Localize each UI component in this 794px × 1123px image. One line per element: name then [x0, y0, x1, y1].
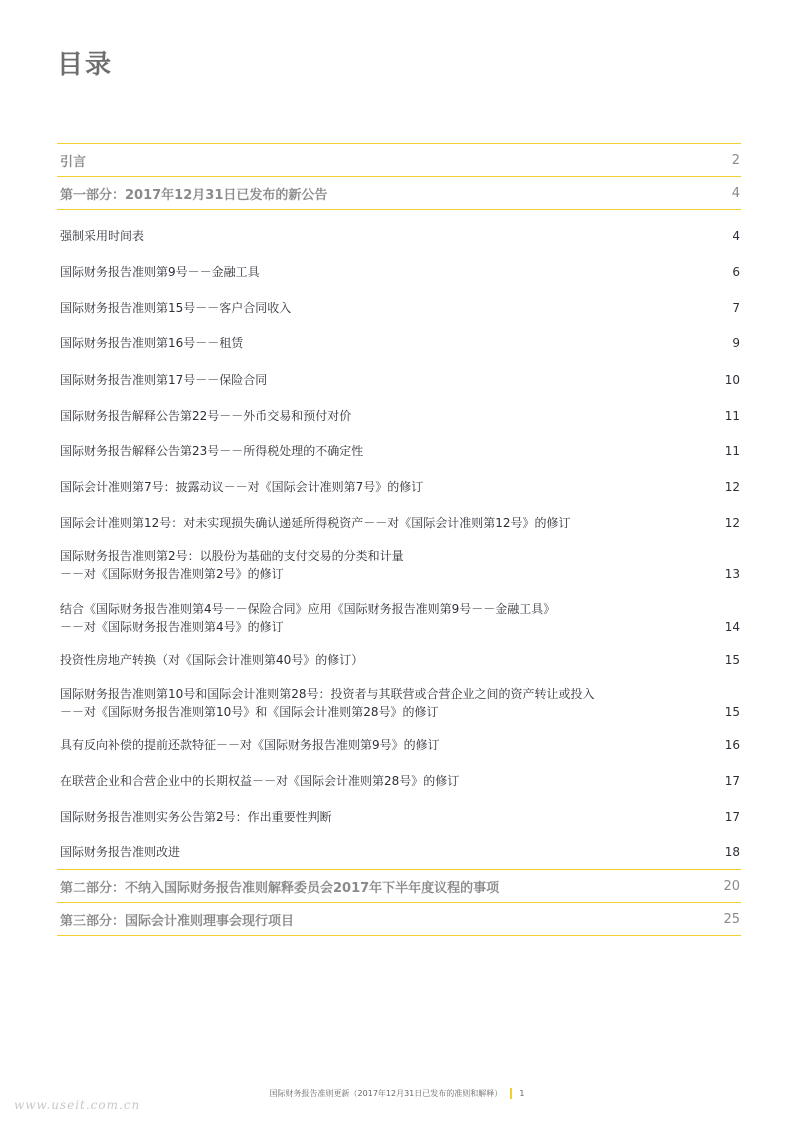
- toc-entry-part1[interactable]: [57, 177, 741, 209]
- toc-entry-title: 国际财务报告准则第9号－－金融工具: [60, 265, 260, 279]
- divider: [57, 935, 741, 936]
- toc-entry-title-line2: －－对《国际财务报告准则第2号》的修订: [60, 567, 284, 581]
- toc-entry-title: 引言: [60, 154, 87, 170]
- toc-entry-title: [60, 685, 595, 721]
- toc-entry-page: 17: [724, 810, 740, 824]
- toc-entry[interactable]: [57, 532, 741, 583]
- toc-entry-title: 国际财务报告准则实务公告第2号：作出重要性判断: [60, 810, 332, 824]
- toc-entry-page: 16: [724, 738, 740, 752]
- toc-entry[interactable]: [57, 636, 741, 669]
- toc-entry-page: 18: [724, 845, 740, 859]
- toc-entry[interactable]: [57, 790, 741, 826]
- toc-entry-page: 14: [724, 620, 740, 634]
- toc-entry-title-line2: －－对《国际财务报告准则第4号》的修订: [60, 620, 284, 634]
- toc-entry[interactable]: [57, 583, 741, 636]
- toc-entry-title: 国际财务报告解释公告第22号－－外币交易和预付对价: [60, 409, 352, 423]
- toc-entry-page: 7: [732, 301, 740, 315]
- toc-entry-title: 国际财务报告准则第15号－－客户合同收入: [60, 301, 292, 315]
- toc-entry-page: 20: [723, 878, 740, 894]
- toc-entry[interactable]: [57, 389, 741, 425]
- toc-entry[interactable]: [57, 425, 741, 460]
- table-of-contents: [57, 143, 741, 936]
- toc-entry[interactable]: [57, 317, 741, 352]
- toc-entry-page: 12: [724, 516, 740, 530]
- toc-entry-title: 在联营企业和合营企业中的长期权益－－对《国际会计准则第28号》的修订: [60, 774, 460, 788]
- toc-entry-page: 17: [724, 774, 740, 788]
- toc-entry-title: 国际财务报告准则第16号－－租赁: [60, 336, 244, 350]
- toc-entry-title: 国际会计准则第7号：披露动议－－对《国际会计准则第7号》的修订: [60, 480, 424, 494]
- toc-entry-page: 4: [731, 185, 740, 201]
- toc-entry[interactable]: [57, 352, 741, 389]
- toc-entry-page: 11: [724, 444, 740, 458]
- toc-entry-title: [60, 600, 555, 636]
- toc-entry-title: 第三部分：国际会计准则理事会现行项目: [60, 913, 295, 929]
- toc-entry-intro[interactable]: [57, 144, 741, 176]
- toc-entry[interactable]: [57, 826, 741, 861]
- watermark: www.useit.com.cn: [14, 1098, 141, 1112]
- toc-entry-title: 投资性房地产转换（对《国际会计准则第40号》的修订）: [60, 653, 364, 667]
- toc-entry-page: 6: [732, 265, 740, 279]
- toc-entry-title: 强制采用时间表: [60, 229, 145, 243]
- toc-entry-page: 10: [724, 373, 740, 387]
- toc-entry-title-line2: －－对《国际财务报告准则第10号》和《国际会计准则第28号》的修订: [60, 705, 439, 719]
- toc-entry-part2[interactable]: [57, 870, 741, 902]
- toc-entry-page: 4: [732, 229, 740, 243]
- toc-entry-page: 25: [723, 911, 740, 927]
- toc-entry-page: 2: [731, 152, 740, 168]
- toc-entry[interactable]: [57, 669, 741, 721]
- toc-entry-title-line1: 国际财务报告准则第2号：以股份为基础的支付交易的分类和计量: [60, 549, 404, 563]
- toc-entry[interactable]: [57, 496, 741, 532]
- toc-entry-page: 15: [724, 653, 740, 667]
- toc-entry[interactable]: [57, 754, 741, 790]
- toc-entry-part3[interactable]: [57, 903, 741, 935]
- toc-entry-page: 15: [724, 705, 740, 719]
- page-number: 1: [519, 1089, 525, 1098]
- toc-entry-title: 国际财务报告准则改进: [60, 845, 181, 859]
- toc-entry-title-line1: 国际财务报告准则第10号和国际会计准则第28号：投资者与其联营或合营企业之间的资产转让或投入: [60, 687, 595, 701]
- toc-entry-page: 11: [724, 409, 740, 423]
- toc-entry[interactable]: [57, 721, 741, 754]
- toc-entry-title: 第二部分：不纳入国际财务报告准则解释委员会2017年下半年度议程的事项: [60, 880, 500, 896]
- toc-entry-title: 国际会计准则第12号：对未实现损失确认递延所得税资产－－对《国际会计准则第12号》的修订: [60, 516, 571, 530]
- toc-entry-title: 第一部分：2017年12月31日已发布的新公告: [60, 187, 328, 203]
- toc-entry-title: 具有反向补偿的提前还款特征－－对《国际财务报告准则第9号》的修订: [60, 738, 440, 752]
- footer-text: 国际财务报告准则更新（2017年12月31日已发布的准则和解释）: [269, 1089, 503, 1098]
- toc-entry[interactable]: [57, 245, 741, 281]
- toc-entry-title: [60, 547, 404, 583]
- toc-entry-page: 13: [724, 567, 740, 581]
- toc-entry-title: 国际财务报告解释公告第23号－－所得税处理的不确定性: [60, 444, 364, 458]
- toc-entry[interactable]: [57, 210, 741, 245]
- page-title: 目录: [57, 50, 114, 80]
- toc-entry-page: 9: [732, 336, 740, 350]
- toc-entry-page: 12: [724, 480, 740, 494]
- toc-entry-title-line1: 结合《国际财务报告准则第4号－－保险合同》应用《国际财务报告准则第9号－－金融工具》: [60, 602, 556, 616]
- toc-entry-title: 国际财务报告准则第17号－－保险合同: [60, 373, 268, 387]
- toc-entry[interactable]: [57, 281, 741, 317]
- toc-entry[interactable]: [57, 460, 741, 496]
- footer-divider: [510, 1088, 512, 1099]
